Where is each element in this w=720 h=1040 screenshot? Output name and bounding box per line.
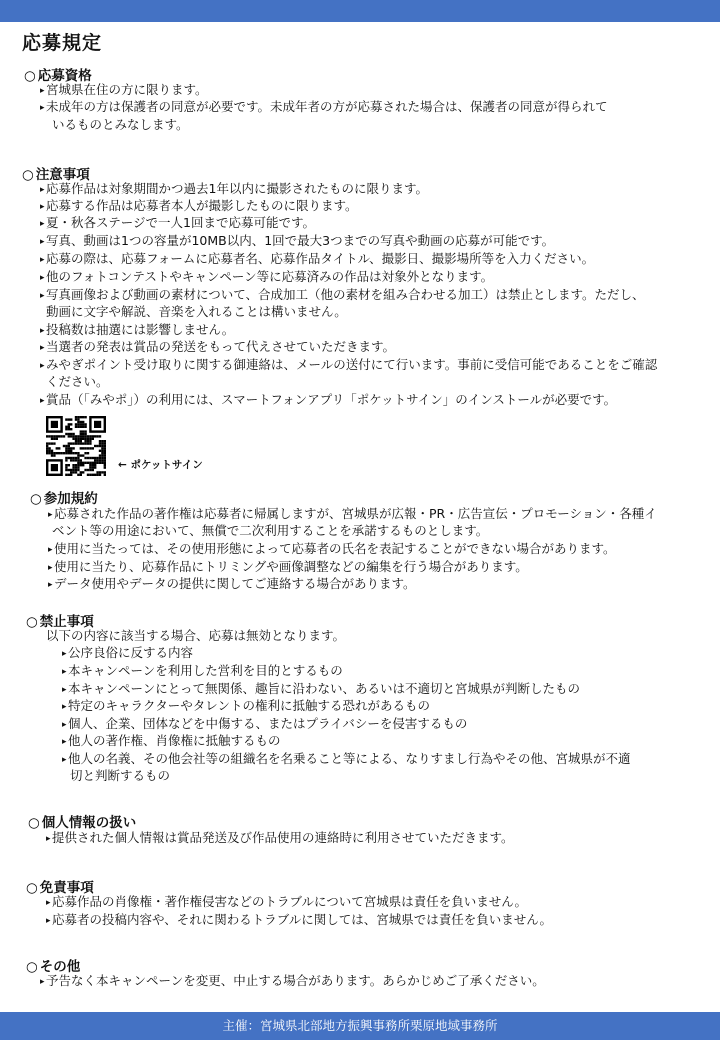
section-heading-privacy: ○ 個人情報の扱い xyxy=(28,815,137,831)
triangle-bullet-icon: ▸ xyxy=(62,649,67,659)
triangle-bullet-icon: ▸ xyxy=(40,326,45,336)
list-item: ▸写真、動画は1つの容量が10MB以内、1回で最大3つまでの写真や動画の応募が可能です。 xyxy=(40,232,554,251)
section-heading-notes: ○ 注意事項 xyxy=(22,167,90,183)
list-item: ▸他人の名義、その他会社等の組織名を名乗ること等による、なりすまし行為やその他、宮城県が不適 xyxy=(62,750,631,769)
list-item: ▸予告なく本キャンペーンを変更、中止する場合があります。あらかじめご了承ください。 xyxy=(40,972,545,991)
section-heading-terms: ○ 参加規約 xyxy=(30,491,98,507)
list-item-continuation: ください。 xyxy=(46,374,109,389)
triangle-bullet-icon: ▸ xyxy=(40,185,45,195)
list-item-continuation: いるものとみなします。 xyxy=(52,117,189,132)
circle-bullet-icon: ○ xyxy=(22,167,34,183)
triangle-bullet-icon: ▸ xyxy=(40,361,45,371)
triangle-bullet-icon: ▸ xyxy=(46,898,51,908)
triangle-bullet-icon: ▸ xyxy=(46,834,51,844)
circle-bullet-icon: ○ xyxy=(24,68,36,84)
list-item: ▸夏・秋各ステージで一人1回まで応募可能です。 xyxy=(40,214,315,233)
triangle-bullet-icon: ▸ xyxy=(48,545,53,555)
triangle-bullet-icon: ▸ xyxy=(48,563,53,573)
list-item: ▸未成年の方は保護者の同意が必要です。未成年者の方が応募された場合は、保護者の同意が得られて xyxy=(40,98,608,117)
circle-bullet-icon: ○ xyxy=(26,880,38,896)
list-item: ▸個人、企業、団体などを中傷する、またはプライバシーを侵害するもの xyxy=(62,715,467,734)
header-bar xyxy=(0,0,720,22)
list-item: ▸他人の著作権、肖像権に抵触するもの xyxy=(62,732,281,751)
triangle-bullet-icon: ▸ xyxy=(48,580,53,590)
qr-caption: ← ポケットサイン xyxy=(118,459,203,471)
triangle-bullet-icon: ▸ xyxy=(62,702,67,712)
list-item: ▸本キャンペーンにとって無関係、趣旨に沿わない、あるいは不適切と宮城県が判断したもの xyxy=(62,680,580,699)
triangle-bullet-icon: ▸ xyxy=(40,255,45,265)
list-item: ▸データ使用やデータの提供に関してご連絡する場合があります。 xyxy=(48,575,416,594)
circle-bullet-icon: ○ xyxy=(28,815,40,831)
triangle-bullet-icon: ▸ xyxy=(48,510,53,520)
list-item: ▸特定のキャラクターやタレントの権利に抵触する恐れがあるもの xyxy=(62,697,430,716)
list-item: ▸写真画像および動画の素材について、合成加工（他の素材を組み合わせる加工）は禁止とします。ただし、 xyxy=(40,286,645,305)
triangle-bullet-icon: ▸ xyxy=(40,219,45,229)
list-item-continuation: ベント等の用途において、無償で二次利用することを承諾するものとします。 xyxy=(52,523,489,538)
list-item: ▸みやぎポイント受け取りに関する御連絡は、メールの送付にて行います。事前に受信可能であることをご確認 xyxy=(40,356,657,375)
section-heading-eligibility: ○ 応募資格 xyxy=(24,68,92,84)
triangle-bullet-icon: ▸ xyxy=(40,86,45,96)
triangle-bullet-icon: ▸ xyxy=(62,685,67,695)
triangle-bullet-icon: ▸ xyxy=(40,396,45,406)
triangle-bullet-icon: ▸ xyxy=(62,755,67,765)
list-item: ▸応募する作品は応募者本人が撮影したものに限ります。 xyxy=(40,197,358,216)
footer-organizer: 主催：宮城県北部地方振興事務所栗原地域事務所 xyxy=(0,1012,720,1040)
list-item: ▸応募作品は対象期間かつ過去1年以内に撮影されたものに限ります。 xyxy=(40,180,428,199)
list-item: ▸他のフォトコンテストやキャンペーン等に応募済みの作品は対象外となります。 xyxy=(40,268,493,287)
triangle-bullet-icon: ▸ xyxy=(62,737,67,747)
triangle-bullet-icon: ▸ xyxy=(40,237,45,247)
list-item-continuation: 切と判断するもの xyxy=(70,768,171,783)
triangle-bullet-icon: ▸ xyxy=(46,916,51,926)
list-item: ▸応募者の投稿内容や、それに関わるトラブルに関しては、宮城県では責任を負いません。 xyxy=(46,911,552,930)
circle-bullet-icon: ○ xyxy=(30,491,42,507)
list-item: ▸当選者の発表は賞品の発送をもって代えさせていただきます。 xyxy=(40,338,395,357)
list-item: ▸応募の際は、応募フォームに応募者名、応募作品タイトル、撮影日、撮影場所等を入力ください。 xyxy=(40,250,594,269)
qr-code-icon[interactable] xyxy=(46,416,106,476)
list-item: ▸公序良俗に反する内容 xyxy=(62,644,193,663)
triangle-bullet-icon: ▸ xyxy=(62,720,67,730)
list-item: ▸宮城県在住の方に限ります。 xyxy=(40,81,208,100)
triangle-bullet-icon: ▸ xyxy=(40,343,45,353)
triangle-bullet-icon: ▸ xyxy=(40,291,45,301)
triangle-bullet-icon: ▸ xyxy=(62,667,67,677)
section-intro: 以下の内容に該当する場合、応募は無効となります。 xyxy=(46,628,346,643)
circle-bullet-icon: ○ xyxy=(26,614,38,630)
list-item: ▸投稿数は抽選には影響しません。 xyxy=(40,321,234,340)
list-item: ▸使用に当たり、応募作品にトリミングや画像調整などの編集を行う場合があります。 xyxy=(48,558,528,577)
list-item: ▸応募された作品の著作権は応募者に帰属しますが、宮城県が広報・PR・広告宣伝・プロモーション・各種イ xyxy=(48,505,657,524)
page-title: 応募規定 xyxy=(22,32,103,54)
list-item: ▸本キャンペーンを利用した営利を目的とするもの xyxy=(62,662,343,681)
list-item: ▸応募作品の肖像権・著作権侵害などのトラブルについて宮城県は責任を負いません。 xyxy=(46,893,527,912)
circle-bullet-icon: ○ xyxy=(26,959,38,975)
list-item-continuation: 動画に文字や解説、音楽を入れることは構いません。 xyxy=(46,304,347,319)
section-heading-other: ○ その他 xyxy=(26,959,81,975)
list-item: ▸賞品（「みやポ」）の利用には、スマートフォンアプリ「ポケットサイン」のインストールが必要です。 xyxy=(40,391,616,410)
triangle-bullet-icon: ▸ xyxy=(40,977,45,987)
triangle-bullet-icon: ▸ xyxy=(40,273,45,283)
triangle-bullet-icon: ▸ xyxy=(40,202,45,212)
section-heading-disclaimer: ○ 免責事項 xyxy=(26,880,94,896)
list-item: ▸提供された個人情報は賞品発送及び作品使用の連絡時に利用させていただきます。 xyxy=(46,829,514,848)
section-heading-prohibited: ○ 禁止事項 xyxy=(26,614,94,630)
triangle-bullet-icon: ▸ xyxy=(40,103,45,113)
list-item: ▸使用に当たっては、その使用形態によって応募者の氏名を表記することができない場合があります。 xyxy=(48,540,616,559)
